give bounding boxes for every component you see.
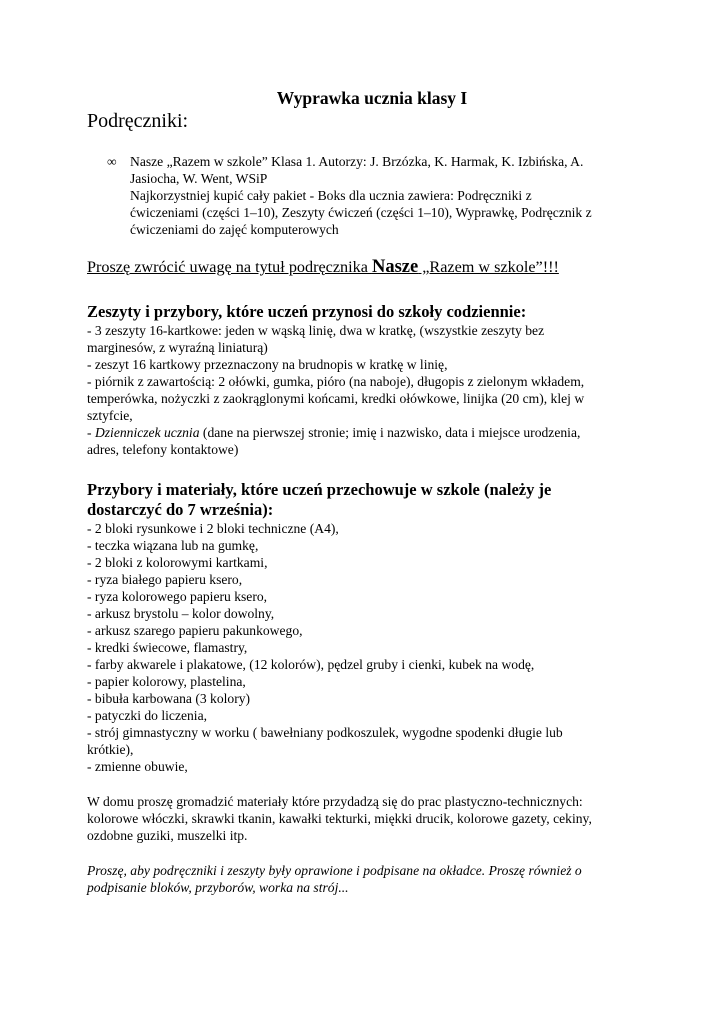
list-prefix: -	[87, 425, 95, 440]
list-item: - arkusz szarego papieru pakunkowego,	[87, 623, 303, 638]
list-item: - teczka wiązana lub na gumkę,	[87, 538, 259, 553]
daily-supplies-list	[87, 322, 647, 458]
list-item: - ryza kolorowego papieru ksero,	[87, 589, 268, 604]
stored-supplies-heading	[87, 480, 647, 520]
textbook-entry	[87, 153, 647, 238]
notice-emphasis: Nasze	[371, 257, 419, 277]
list-item: - 3 zeszyty 16-kartkowe: jeden w wąską linię, dwa w kratkę, (wszystkie zeszyty bez	[87, 323, 545, 338]
page-title: Wyprawka ucznia klasy I	[276, 88, 468, 108]
daily-supplies-heading: Zeszyty i przybory, które uczeń przynosi do szkoły codziennie:	[87, 302, 527, 321]
title-notice	[87, 257, 647, 278]
home-materials-paragraph	[87, 793, 647, 844]
list-item: temperówka, nożyczki z zaokrąglonymi końcami, kredki ołówkowe, linijka (20 cm), klej w	[87, 391, 585, 406]
textbooks-heading: Podręczniki:	[87, 110, 189, 132]
list-item: - 2 bloki rysunkowe i 2 bloki techniczne (A4),	[87, 521, 339, 536]
textbook-line: Jasiocha, W. Went, WSiP	[130, 171, 268, 186]
list-item: sztyfcie,	[87, 408, 133, 423]
list-item: - zeszyt 16 kartkowy przeznaczony na brudnopis w kratkę w linię,	[87, 357, 448, 372]
stored-supplies-list	[87, 520, 647, 775]
notice-text: Proszę zwrócić uwagę na tytuł podręcznika	[87, 258, 372, 276]
list-item: - ryza białego papieru ksero,	[87, 572, 243, 587]
textbook-line: ćwiczeniami (części 1–10), Zeszyty ćwiczeń (części 1–10), Wyprawkę, Podręcznik z	[130, 205, 592, 220]
list-item: adres, telefony kontaktowe)	[87, 442, 239, 457]
heading-line: Przybory i materiały, które uczeń przechowuje w szkole (należy je	[87, 480, 552, 499]
paragraph-line: podpisanie bloków, przyborów, worka na strój...	[87, 880, 349, 895]
textbook-line: Najkorzystniej kupić cały pakiet - Boks dla ucznia zawiera: Podręczniki z	[130, 188, 532, 203]
heading-line: dostarczyć do 7 września):	[87, 500, 274, 519]
list-item: - kredki świecowe, flamastry,	[87, 640, 248, 655]
infinity-bullet-icon: ∞	[107, 154, 117, 169]
list-item: - zmienne obuwie,	[87, 759, 188, 774]
diary-description: (dane na pierwszej stronie; imię i nazwisko, data i miejsce urodzenia,	[199, 425, 581, 440]
list-item: - papier kolorowy, plastelina,	[87, 674, 246, 689]
list-item: - patyczki do liczenia,	[87, 708, 208, 723]
list-item: marginesów, z wyraźną liniaturą)	[87, 340, 268, 355]
textbook-line: ćwiczeniami do zajęć komputerowych	[130, 222, 339, 237]
list-item: - piórnik z zawartością: 2 ołówki, gumka, pióro (na naboje), długopis z zielonym wkładem,	[87, 374, 585, 389]
paragraph-line: kolorowe włóczki, skrawki tkanin, kawałki tekturki, miękki drucik, kolorowe gazety, cekiny,	[87, 811, 592, 826]
paragraph-line: ozdobne guziki, muszelki itp.	[87, 828, 248, 843]
paragraph-line: Proszę, aby podręczniki i zeszyty były oprawione i podpisane na okładce. Proszę również o	[87, 863, 582, 878]
diary-name: Dzienniczek ucznia	[94, 425, 200, 440]
paragraph-line: W domu proszę gromadzić materiały które przydadzą się do prac plastyczno-technicznych:	[87, 794, 583, 809]
list-item: krótkie),	[87, 742, 134, 757]
closing-note	[87, 862, 647, 896]
list-item: - farby akwarele i plakatowe, (12 kolorów), pędzel gruby i cienki, kubek na wodę,	[87, 657, 535, 672]
document-page	[87, 88, 647, 896]
list-item: - bibuła karbowana (3 kolory)	[87, 691, 251, 706]
textbook-line: Nasze „Razem w szkole” Klasa 1. Autorzy: J. Brzózka, K. Harmak, K. Izbińska, A.	[130, 154, 584, 169]
list-item: - arkusz brystolu – kolor dowolny,	[87, 606, 275, 621]
list-item	[87, 424, 647, 441]
list-item: - strój gimnastyczny w worku ( bawełniany podkoszulek, wygodne spodenki długie lub	[87, 725, 563, 740]
list-item: - 2 bloki z kolorowymi kartkami,	[87, 555, 268, 570]
notice-text: „Razem w szkole”!!!	[418, 258, 559, 276]
